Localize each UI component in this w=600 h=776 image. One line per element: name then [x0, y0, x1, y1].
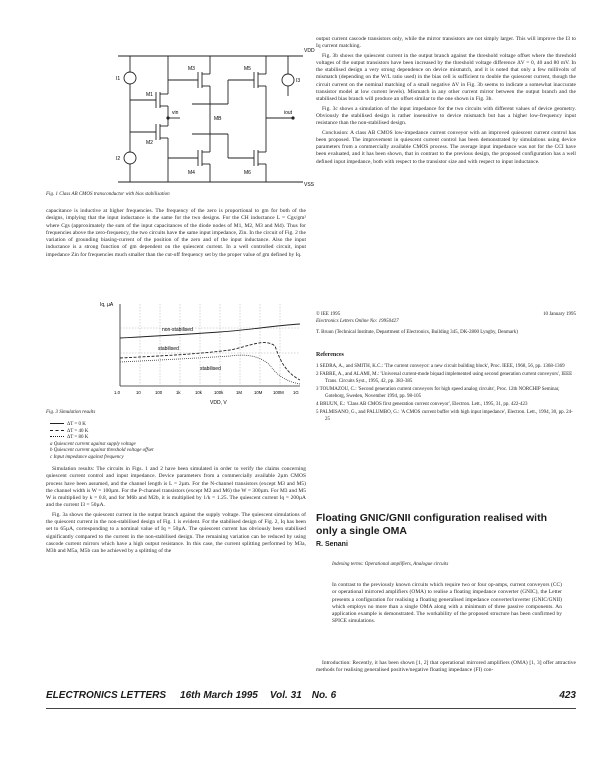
i2-label: I2 [116, 156, 121, 162]
vss-label: VSS [304, 182, 315, 188]
abstract [332, 582, 562, 628]
issue-number: No. 6 [311, 690, 337, 701]
page-number: 423 [559, 690, 576, 701]
paragraph: capacitance is inductive at higher frequencies. The frequency of the zero is proportional to gm for both of the designs, implying that the input inductance is the same for the two designs. For the CH inductance L = Cgs/gm² where Cgs (approximately the sum of the input capacitances of the diode nodes of M1, M2, M3 and M4). Thus for frequencies above the zero-frequency, the two circuits have the same input impedance, Zin. In the circuit of Fig. 2 the variation of grounding biasing-current of the position of the zero and of the input inductance. Also the input inductance is a strong function of gm dependent on the quiescent current. In a well controlled circuit, input impedance Zin for frequencies much smaller than the cut-off frequency set by the proper value of gm defined by Iq. [46, 208, 306, 258]
figure-3 [100, 298, 320, 408]
vin-label: vin [172, 110, 179, 116]
abstract-text: In contrast to the previously known circuits which require two or four op-amps, current conveyors (CC) or operational mirrored amplifiers (OMA) to realise a floating impedance converter (GNIC), the Letter presents a configuration for realising a floating generalised impedance converter/inverter (GNIC/GNII) which employs no more than a single OMA along with a minimum of three passive components. An application example is demonstrated. The workability of the proposed structure has been confirmed by SPICE simulations. [332, 582, 562, 625]
x-tick: 1k [176, 390, 181, 395]
figure-1 [108, 40, 313, 188]
reference-item: 2 FABRE, A., and ALAMI, M.: 'Universal current-mode biquad implemented using second generation current conveyors', IEEE Trans. Circuits Syst., 1995, 42, pp. 383-385 [316, 372, 573, 384]
letters-online-number: Electronics Letters Online No: 19950427 [316, 318, 399, 324]
output-node [291, 116, 294, 119]
m1-label: M1 [146, 92, 153, 98]
introduction-text: Introduction: Recently, it has been shown [1, 2] that operational mirrored amplifiers (OMA) [1, 3] offer attractive methods for realising generalised positive/negative floating impedance (FI) con- [316, 660, 576, 674]
y-axis-label: Iq, µA [100, 302, 114, 308]
simulation-plot [100, 298, 320, 408]
x-axis-label: VDD, V [210, 400, 227, 406]
paragraph: Fig. 3c shows a simulation of the input impedance for the two circuits with different values of device geometry. Obviously the stabilised design is rather insensitive to device mismatch but has a higher low-frequency input resistance than the non-stabilised design. [316, 105, 576, 127]
curve-stabilised [120, 343, 300, 380]
current-source-i2 [124, 152, 136, 164]
figure-3-note: b Quiescent current against threshold voltage offset [50, 448, 154, 453]
transistor-column-right [228, 56, 293, 182]
x-tick: 10 [136, 390, 141, 395]
x-tick: 100 [155, 390, 163, 395]
figure-3-note: a Quiescent current against supply voltage [50, 441, 136, 447]
circuit-schematic [108, 40, 313, 188]
affiliation: T. Bruun (Technical Institute, Department of Electronics, Building 345, DK-2800 Lyngby, Denmark) [316, 330, 518, 335]
references-heading: References [316, 352, 344, 358]
copyright: © IEE 1995 [316, 312, 341, 317]
introduction [316, 660, 576, 677]
article-2-title: Floating GNIC/GNII configuration realised with only a single OMA [316, 512, 548, 537]
mb-label: MB [214, 116, 222, 122]
figure-1-caption: Fig. 1 Class AB CMOS transconductor with bias stabilisation [46, 192, 170, 197]
figure-3-note: c Input impedance against frequency [50, 454, 124, 460]
iout-label: iout [284, 110, 293, 116]
x-tick: 1.0 [114, 390, 120, 395]
m6-label: M6 [244, 170, 251, 176]
x-tick: 100M [273, 390, 284, 395]
reference-item: 5 PALMISANO, G., and PALUMBO, G.: 'A CMOS current buffer with high input impedance', Electron. Lett., 1994, 30, pp. 24-25 [316, 410, 573, 422]
figure-3-legend [50, 422, 250, 461]
current-source-i3 [282, 74, 294, 86]
indexing-terms: Indexing terms: Operational amplifiers, Analogue circuits [332, 562, 449, 567]
article-meta [316, 312, 576, 337]
curve-label-stabilised: stabilised [158, 346, 179, 352]
m5-label: M5 [244, 66, 251, 72]
left-col-para-1 [46, 208, 306, 261]
left-col-simulation [46, 466, 306, 558]
legend-entry: ΔT = 40 K [50, 429, 250, 436]
references-list [316, 364, 576, 425]
article-2-author: R. Senani [316, 541, 348, 548]
page-footer [46, 690, 576, 701]
current-source-i1 [124, 72, 136, 84]
legend-entry: ΔT = 80 K [50, 435, 250, 442]
paragraph: Simulation results: The circuits in Figs. 1 and 2 have been simulated in order to verify the claims concerning quiescent current control and input impedance. Device parameters from a commercially available 2µm CMOS process have been assumed, and the channel length is L = 2µm. For the N-channel transistors (except M3 and M5) the channel width is W = 100µm. For the P-channel transistors (except M2 and M6) the W = 300µm. For M3 and M5 W is multiplied by k = 0.8, and for M6b and M2b, it is multiplied by 1/k = 1.25. The quiescent current Iq = 200µA and the current I3 = 50µA. [46, 466, 306, 509]
volume: Vol. 31 [269, 690, 302, 701]
curve-label-stabilised-b: stabilised [200, 366, 221, 372]
vdd-label: VDD [304, 48, 315, 54]
m4-label: M4 [188, 170, 195, 176]
reference-item: 3 TOUMAZOU, C.: 'Second generation current conveyors for high speed analog circuits', Proc. 12th NORCHIP Seminar, Goteborg, Sweden, November 1994, pp. 98-105 [316, 387, 560, 399]
reference-item: 1 SEDRA, A., and SMITH, K.C.: 'The current conveyor: a new circuit building block', Proc. IEEE, 1968, 56, pp. 1368-1369 [316, 364, 565, 369]
figure-3-caption: Fig. 3 Simulation results [46, 410, 96, 415]
m2-label: M2 [146, 140, 153, 146]
transistor-column-left [130, 56, 168, 182]
right-col-body [316, 36, 576, 168]
x-tick-labels [114, 390, 299, 395]
paragraph: Fig. 3b shows the quiescent current in the output branch against the threshold voltage offset where the threshold voltages of the output transistors have been increased by the threshold voltage difference ΔV = 0, 40 and 80 mV. In the stabilised design a very strong dependence on device mismatch, and it is noted that only a few millivolts of mismatch (depending on the W/L ratio used) in the bias cell is sufficient to double the quiescent current, though the circuit current on the nominal matching of a small negative ΔV in Fig. 3b seems to indicate a somewhat inaccurate transistor model at low current levels). Mismatch in any other current mirror between the output branch and the stabilised bias branch will produce an offset similar to the one shown in Fig. 3b. [316, 52, 576, 103]
received-date: 10 January 1995 [542, 312, 576, 317]
x-tick: 10k [195, 390, 202, 395]
journal-name: ELECTRONICS LETTERS [46, 690, 167, 701]
x-tick: 1M [236, 390, 242, 395]
x-tick: 10M [254, 390, 263, 395]
i1-label: I1 [116, 76, 121, 82]
curve-nonstabilised [120, 324, 300, 338]
reference-item: 4 BRUUN, E.: 'Class AB CMOS first generation current conveyor', Electron. Lett., 1995, 31, pp. 422-423 [316, 402, 528, 408]
footer-rule [46, 708, 576, 709]
issue-date: 16th March 1995 [180, 690, 258, 701]
i3-label: I3 [296, 78, 301, 84]
paragraph: output current cascode transistors only, while the mirror transistors are not simply larger. This will improve the I3 to Iq current matching. [316, 36, 576, 50]
m3-label: M3 [188, 66, 195, 72]
curve-label-nonstabilised: non-stabilised [162, 327, 193, 333]
legend-entry: ΔT = 0 K [50, 422, 250, 429]
x-tick: 100k [214, 390, 224, 395]
x-tick: 1G [293, 390, 299, 395]
conclusion-paragraph: Conclusion: A class AB CMOS low-impedance current conveyor with an improved quiescent current control has been proposed. The improvement in quiescent current control has been demonstrated by simulations using device parameters from a commercially available CMOS process. The average input impedance was not for the CCI have been evaluated, and it has been shown, that in contrast to the previous design, the proposed configuration has a well defined input impedance, both with respect to the transistor size and with respect to input inductance. [316, 129, 576, 165]
paragraph: Fig. 3a shows the quiescent current in the output branch against the supply voltage. The quiescent simulations of the quiescent current in the non-stabilised design of Fig. 1 is evident. For the stabilised design of Fig. 2, Iq has been set to 65µA, corresponding to a nominal value of Iq = 50µA. The quiescent current has obviously been stabilised significantly compared to the current in the non-stabilised design. The remaining variation can be reduced by using cascode current mirrors which have a high output resistance. In this case, the current splitting performed by M3a, M3b and M5a, M5b can be achieved by a splitting of the [46, 511, 306, 555]
